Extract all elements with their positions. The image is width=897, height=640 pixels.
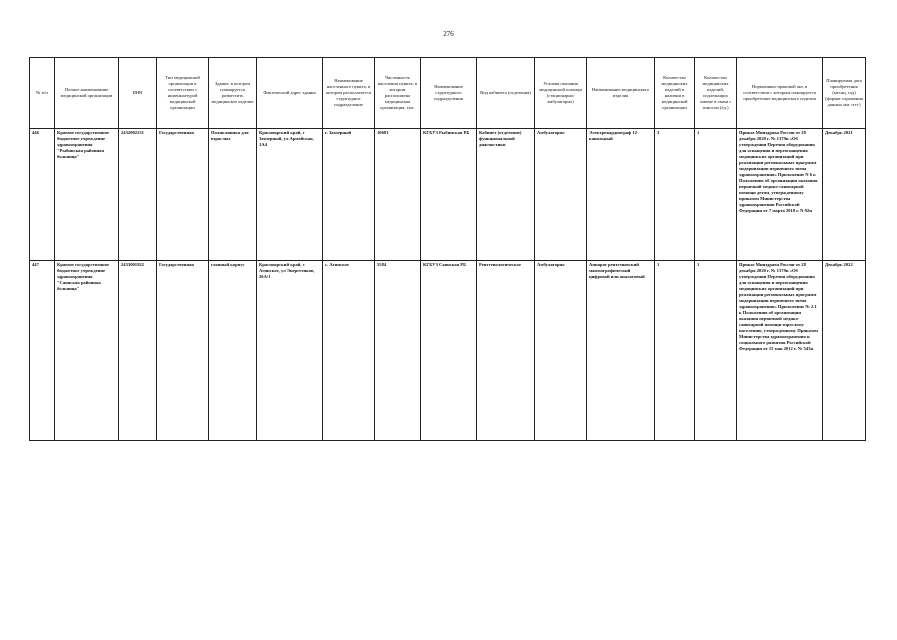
header-org-type: Тип медицинской организации в соответствии с номенклатурой медицинской организации: [157, 58, 209, 129]
cell-building: главный корпус: [209, 261, 257, 441]
cell-address: Красноярский край, с Агинское, ул Энергетиков, 26А/1: [257, 261, 323, 441]
header-planned-date: Планируемая дата приобретения (месяц, год) (формат отражения данных мм. гггг): [823, 58, 866, 129]
header-address: Фактический адрес здания: [257, 58, 323, 129]
cell-address: Красноярский край, г Заозерный, ул Армейская, 1А4: [257, 129, 323, 261]
cell-org-type: Государственная: [157, 261, 209, 441]
cell-population: 5584: [375, 261, 421, 441]
header-cabinet: Вид кабинета (отделения): [477, 58, 535, 129]
page-number: 276: [443, 30, 454, 38]
table-row: [30, 129, 866, 261]
header-org-name: Полное наименование медицинской организации: [55, 58, 119, 129]
cell-num: 447: [30, 261, 55, 441]
cell-num: 446: [30, 129, 55, 261]
cell-planned-date: Декабрь 2021: [823, 129, 866, 261]
cell-building: Поликлиника для взрослых: [209, 129, 257, 261]
cell-org-name: Краевое государственное бюджетное учреждение здравоохранения "Саянская районная больница": [55, 261, 119, 441]
equipment-register-table: [29, 57, 866, 441]
header-settlement: Наименование населенного пункта, в котором располагается структурное подразделение: [323, 58, 375, 129]
cell-qty-replace: 1: [695, 261, 737, 441]
header-conditions: Условия оказания медицинской помощи (стационарно/ амбулаторно): [535, 58, 587, 129]
cell-device: Электрокардиограф 12-канальный: [587, 129, 655, 261]
cell-conditions: Амбулаторно: [535, 129, 587, 261]
table-row: [30, 261, 866, 441]
header-building: Здание, в котором планируется разместить медицинское изделие: [209, 58, 257, 129]
cell-org-type: Государственная: [157, 129, 209, 261]
header-qty-available: Количество медицинских изделий в наличии в медицинской организации: [655, 58, 695, 129]
cell-legal-act: Приказ Минздрава России от 28 декабря 2020 г. № 1379н «Об утверждении Перечня оборудования для оснащения и переоснащения медицинских организаций при реализации региональных программ модернизации первичного звена здравоохранения» Приложение № 2.1 к Положению об организации оказания первичной медико-санитарной помощи взрослому населению, утвержденному Приказом Министерства здравоохранения и социального развития Российской Федерации от 15 мая 2012 г. № 543н: [737, 261, 823, 441]
cell-unit: КГБУЗ Саянская РБ: [421, 261, 477, 441]
cell-settlement: с. Агинское: [323, 261, 375, 441]
header-device: Наименование медицинского изделия: [587, 58, 655, 129]
header-qty-replace: Количество медицинских изделий, подлежащих замене в связи с износом (ед.): [695, 58, 737, 129]
cell-legal-act: Приказ Минздрава России от 28 декабря 2020 г. № 1379н «Об утверждении Перечня оборудования для оснащения и переоснащения медицинских организаций при реализации региональных программ модернизации первичного звена здравоохранения» Приложение N 6 к Положению об организации оказания первичной медико-санитарной помощи детям, утвержденному приказом Министерства здравоохранения Российской Федерации от 7 марта 2018 г. N 92н: [737, 129, 823, 261]
cell-conditions: Амбулаторно: [535, 261, 587, 441]
cell-cabinet: Рентгенологическое: [477, 261, 535, 441]
cell-planned-date: Декабрь 2022: [823, 261, 866, 441]
cell-population: 10681: [375, 129, 421, 261]
header-population: Численность населения пункта, в котором расположена медицинская организация, тыс.: [375, 58, 421, 129]
cell-qty-replace: 1: [695, 129, 737, 261]
cell-qty-available: 3: [655, 129, 695, 261]
header-unit: Наименование структурного подразделения: [421, 58, 477, 129]
cell-device: Аппарат рентгеновский маммографический цифровой или аналоговый: [587, 261, 655, 441]
header-num: № п/п: [30, 58, 55, 129]
cell-unit: КГБУЗ Рыбинская РБ: [421, 129, 477, 261]
cell-settlement: г. Заозерный: [323, 129, 375, 261]
cell-qty-available: 1: [655, 261, 695, 441]
cell-inn: 2432002231: [119, 129, 157, 261]
cell-inn: 2433001922: [119, 261, 157, 441]
cell-cabinet: Кабинет (отделение) функциональной диагностики: [477, 129, 535, 261]
header-legal-act: Нормативно-правовой акт, в соответствии с которым планируется приобретение медицинского изделия: [737, 58, 823, 129]
header-row: [30, 58, 866, 129]
header-inn: ИНН: [119, 58, 157, 129]
cell-org-name: Краевое государственное бюджетное учреждение здравоохранения "Рыбинская районная больница": [55, 129, 119, 261]
